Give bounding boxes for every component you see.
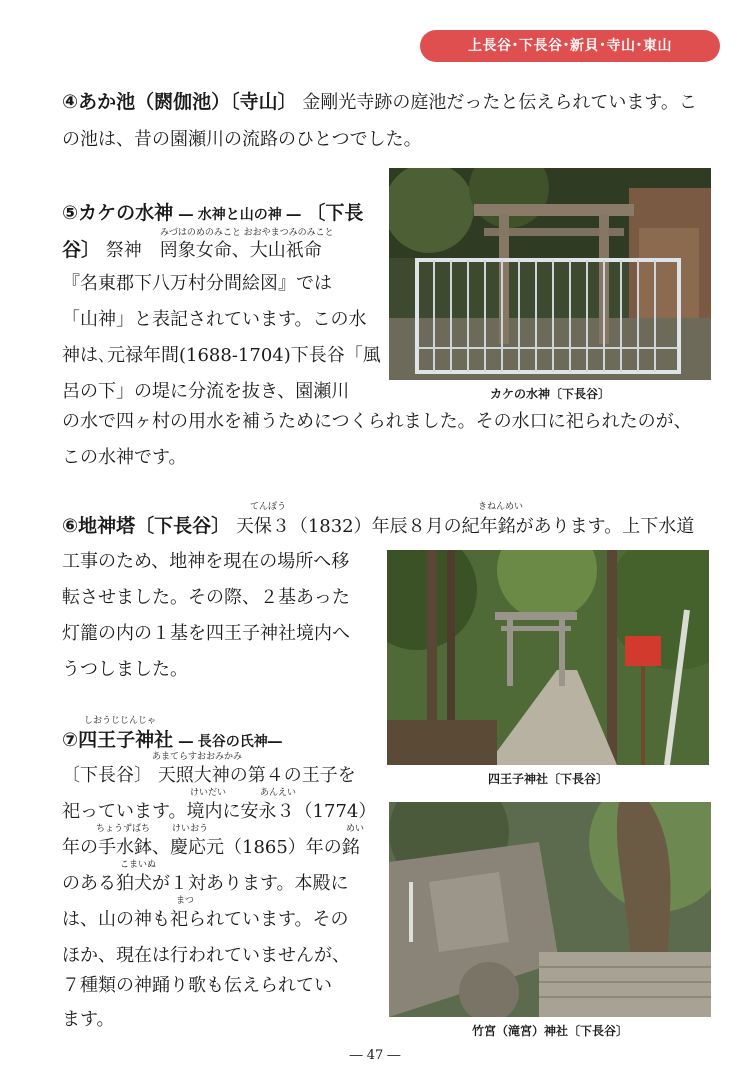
section7-ruby-keidai: けいだい [190, 788, 227, 798]
section7-text-line: ７種類の神踊り歌も伝えられてい [62, 975, 332, 996]
section7-ruby-mei: めい [346, 824, 365, 834]
section6-text-line: うつしました。 [62, 659, 188, 680]
section7-ruby-heading: しおうじじんじゃ [84, 716, 157, 726]
section4-text-line2: の池は、昔の園瀬川の流路のひとつでした。 [62, 129, 422, 150]
page-number: ― 47 ― [349, 1048, 401, 1063]
section7-ruby-chozubachi: ちょうずばち [96, 824, 151, 834]
section7-subheading: ― 長谷の氏神― [178, 734, 282, 750]
section6-text-line: 工事のため、地神を現在の場所へ移 [62, 551, 350, 572]
section5-line2 [62, 232, 322, 269]
section5-text-line: この水神です。 [62, 447, 187, 468]
section7-ruby-matsu: まつ [176, 896, 195, 906]
kake-suijin-caption: カケの水神〔下長谷〕 [489, 387, 610, 401]
section5-heading-tail: 〔下長 [306, 202, 364, 224]
shiouji-shrine-caption: 四王子神社〔下長谷〕 [487, 772, 608, 786]
section6-text-line: 転させました。その際、２基あった [62, 587, 350, 608]
section4-text-line1: 金剛光寺跡の庭池だったと伝えられています。こ [302, 92, 697, 113]
shiouji-shrine-photo [387, 550, 709, 765]
section7-text-line: 〔下長谷〕 天照大神の第４の王子を [62, 765, 356, 786]
section6-ruby-kinenmei: きねんめい [478, 502, 524, 512]
section5-subheading: ― 水神と山の神 ― [178, 207, 301, 223]
section5-text-line: 呂の下」の堤に分流を抜き、園瀬川 [62, 381, 350, 402]
takemiya-shrine-photo [389, 802, 711, 1017]
section7-ruby-anei: あんえい [260, 788, 297, 798]
kake-suijin-photo [389, 168, 711, 380]
section5-text-line: 『名東郡下八万村分間絵図』では [62, 273, 332, 294]
section6-text-line1: 天保３（1832）年辰８月の紀年銘があります。上下水道 [235, 516, 695, 537]
section5-ruby: みづはのめのみこと おおやまつみのみこと [160, 228, 334, 238]
section-tab: 上長谷･下長谷･新貝･寺山･東山 [420, 30, 720, 62]
section7-text-line: ます。 [62, 1009, 115, 1030]
section7-text-line: のある狛犬が１対あります。本殿に [62, 873, 349, 894]
section7-heading: ⑦四王子神社 [62, 729, 174, 751]
section7-ruby-komainu: こまいぬ [120, 860, 157, 870]
section6-ruby-tenpo: てんぽう [250, 502, 287, 512]
takemiya-shrine-caption: 竹宮（滝宮）神社〔下長谷〕 [471, 1024, 628, 1038]
section5-deity-text: 祭神 罔象女命、大山祇命 [105, 240, 322, 261]
section7-text-line: 年の手水鉢、慶応元（1865）年の銘 [62, 837, 360, 858]
section7-ruby-amaterasu: あまてらすおおみかみ [152, 752, 243, 762]
section5-heading: ⑤カケの水神 [62, 202, 174, 224]
section5-text-line: 神は､元禄年間(1688-1704)下長谷「風 [62, 345, 381, 366]
section4-line1 [62, 84, 697, 121]
section5-text-line: 「山神」と表記されています。この水 [62, 309, 367, 330]
section7-text-line: ほか、現在は行われていませんが、 [62, 945, 350, 966]
section5-heading-line2: 谷〕 [62, 239, 101, 261]
section7-text-line: は、山の神も祀られています。その [62, 909, 349, 930]
section6-line1 [62, 508, 694, 545]
section6-text-line: 灯籠の内の１基を四王子神社境内へ [62, 623, 350, 644]
section6-heading: ⑥地神塔〔下長谷〕 [62, 515, 231, 537]
section4-heading: ④あか池（閼伽池）〔寺山〕 [62, 91, 297, 113]
section7-text-line: 祀っています。境内に安永３（1774） [62, 801, 377, 822]
section7-ruby-keio: けいおう [172, 824, 209, 834]
section5-text-line: の水で四ヶ村の用水を補うためにつくられました。その水口に祀られたのが、 [62, 411, 692, 432]
